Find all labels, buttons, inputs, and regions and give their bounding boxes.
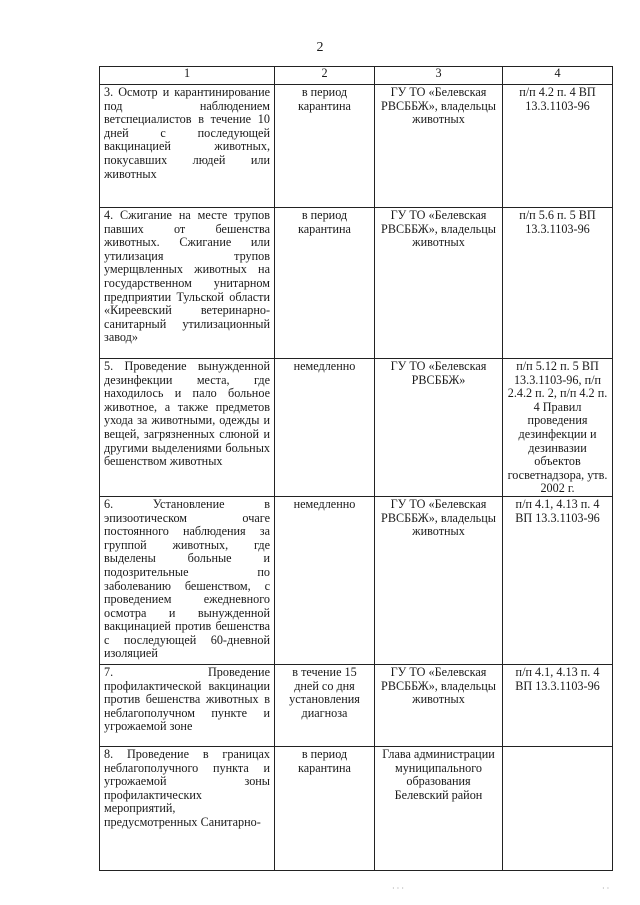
measure-cell: 8. Проведение в границах неблагополучного пункта и угрожаемой зоны профилактических мероприятий, предусмотренных Санитарно- [100,746,275,870]
legal-basis-cell: п/п 4.1, 4.13 п. 4 ВП 13.3.1103-96 [503,664,613,746]
measure-cell: 7. Проведение профилактической вакцинации против бешенства животных в неблагополучном пункте и угрожаемой зоне [100,664,275,746]
legal-basis-cell: п/п 4.1, 4.13 п. 4 ВП 13.3.1103-96 [503,496,613,664]
column-header: 1 [100,67,275,85]
legal-basis-cell: п/п 4.2 п. 4 ВП 13.3.1103-96 [503,85,613,208]
legal-basis-cell: п/п 5.12 п. 5 ВП 13.3.1103-96, п/п 2.4.2 п. 2, п/п 4.2 п. 4 Правил проведения дезинфекции и дезинвазии объектов госветнадзора, утв. 2002 г. [503,359,613,497]
period-cell: в течение 15 дней со дня установления диагноза [275,664,375,746]
period-cell: немедленно [275,496,375,664]
measure-cell: 3. Осмотр и карантинирование под наблюдением ветспециалистов в течение 10 дней с последующей вакцинацией животных, покусавших людей или животных [100,85,275,208]
column-header: 2 [275,67,375,85]
table-row [100,746,613,870]
measure-cell: 6. Установление в эпизоотическом очаге постоянного наблюдения за группой животных, где выделены больные и подозрительные по заболеванию бешенством, с проведением ежедневного осмотра и вынужденной вакцинацией против бешенства с последующей 60-дневной изоляцией [100,496,275,664]
scan-smudge: · · [602,884,610,893]
page-number: 2 [316,40,324,55]
responsible-cell: ГУ ТО «Белевская РВСББЖ», владельцы животных [375,664,503,746]
table-row [100,208,613,359]
table-row [100,85,613,208]
legal-basis-cell [503,746,613,870]
responsible-cell: ГУ ТО «Белевская РВСББЖ», владельцы животных [375,85,503,208]
period-cell: в период карантина [275,746,375,870]
measures-table [99,66,613,871]
period-cell: в период карантина [275,85,375,208]
measure-cell: 4. Сжигание на месте трупов павших от бешенства животных. Сжигание или утилизация трупов умерщвленных животных на государственном унитарном предприятии Тульской области «Киреевский ветеринарно-санитарный утилизационный завод» [100,208,275,359]
legal-basis-cell: п/п 5.6 п. 5 ВП 13.3.1103-96 [503,208,613,359]
responsible-cell: ГУ ТО «Белевская РВСББЖ», владельцы животных [375,208,503,359]
table-header-row [100,67,613,85]
table-row [100,496,613,664]
responsible-cell: ГУ ТО «Белевская РВСББЖ» [375,359,503,497]
period-cell: в период карантина [275,208,375,359]
measure-cell: 5. Проведение вынужденной дезинфекции места, где находилось и пало больное животное, а также предметов ухода за животными, одежды и вещей, загрязненных слюной и другими выделениями больных бешенством животных [100,359,275,497]
responsible-cell: Глава администрации муниципального образования Белевский район [375,746,503,870]
column-header: 3 [375,67,503,85]
table-row [100,359,613,497]
column-header: 4 [503,67,613,85]
scan-smudge: · · · [392,884,404,893]
table-row [100,664,613,746]
responsible-cell: ГУ ТО «Белевская РВСББЖ», владельцы животных [375,496,503,664]
period-cell: немедленно [275,359,375,497]
